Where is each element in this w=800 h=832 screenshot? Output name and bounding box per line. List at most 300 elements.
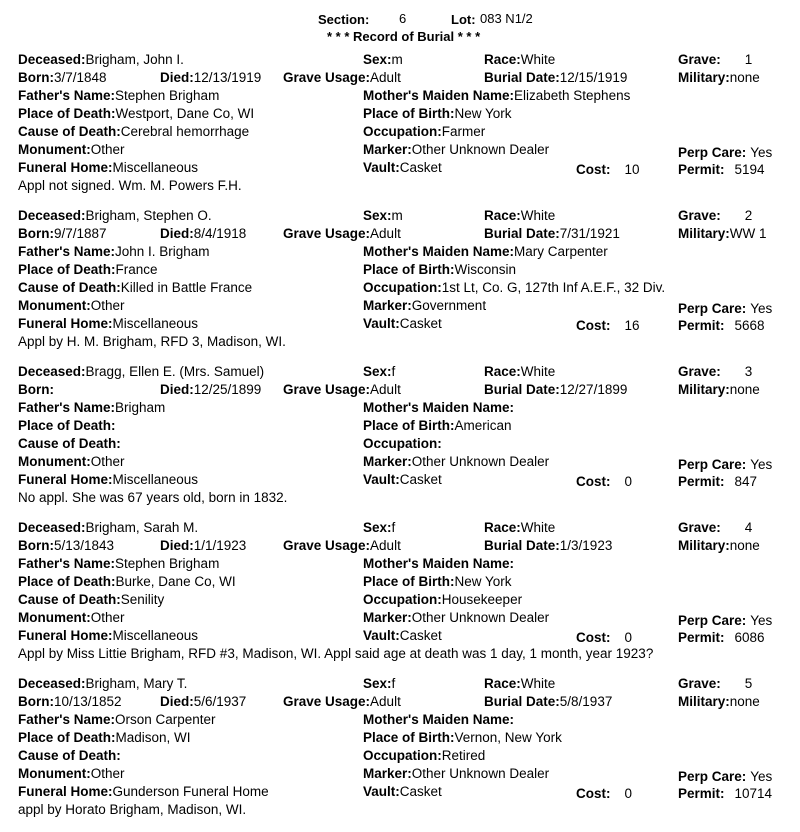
cause-of-death-label: Cause of Death: [18,592,121,607]
father-field [18,556,219,572]
permit-label: Permit: [678,318,725,333]
sex-label: Sex: [363,52,392,67]
cost-value: 0 [624,630,633,645]
grave-field [678,364,752,380]
burial-record [0,52,800,208]
burial-record [0,208,800,364]
permit-value: 5194 [734,162,765,177]
record-note: No appl. She was 67 years old, born in 1832. [18,490,288,505]
monument-label: Monument: [18,298,91,313]
grave-label: Grave: [678,520,721,535]
deceased-field [18,520,198,536]
cost-value: 0 [624,474,633,489]
place-of-birth-value: Wisconsin [454,262,517,277]
burial-date-value: 5/8/1937 [559,694,613,709]
race-label: Race: [484,208,521,223]
grave-value: 3 [744,364,753,379]
deceased-value: Brigham, Mary T. [85,676,188,691]
page-title: * * * Record of Burial * * * [327,29,481,44]
monument-field [18,766,125,782]
grave-value: 2 [744,208,753,223]
place-of-birth-value: New York [454,574,512,589]
cause-of-death-value: Cerebral hemorrhage [120,124,250,139]
born-value: 3/7/1848 [54,70,107,85]
mother-field [363,88,630,104]
father-value: Stephen Brigham [115,556,220,571]
father-label: Father's Name: [18,556,115,571]
burial-date-label: Burial Date: [484,70,560,85]
vault-value: Casket [399,472,442,487]
vault-field [363,628,442,644]
died-value: 8/4/1918 [193,226,247,241]
military-label: Military: [678,538,730,553]
burial-date-label: Burial Date: [484,382,560,397]
place-of-death-label: Place of Death: [18,730,116,745]
marker-label: Marker: [363,610,412,625]
occupation-label: Occupation: [363,280,442,295]
father-label: Father's Name: [18,712,115,727]
marker-field [363,610,549,626]
father-field [18,712,216,728]
marker-label: Marker: [363,142,412,157]
grave-usage-field [283,538,401,554]
cause-of-death-label: Cause of Death: [18,748,121,763]
vault-label: Vault: [363,628,400,643]
burial-date-field [484,694,612,710]
occupation-field [363,124,485,140]
mother-label: Mother's Maiden Name: [363,244,514,259]
permit-field [678,786,772,802]
cause-of-death-field [18,748,121,764]
deceased-label: Deceased: [18,520,86,535]
father-label: Father's Name: [18,400,115,415]
sex-value: m [391,52,403,67]
military-label: Military: [678,226,730,241]
military-field [678,226,767,242]
cost-label: Cost: [576,630,611,645]
grave-usage-value: Adult [370,694,401,709]
burial-date-field [484,382,627,398]
died-field [160,694,246,710]
father-value: Orson Carpenter [115,712,216,727]
deceased-label: Deceased: [18,52,86,67]
grave-usage-label: Grave Usage: [283,70,371,85]
sex-label: Sex: [363,364,392,379]
monument-field [18,298,125,314]
cost-field [576,786,632,802]
born-field [18,694,122,710]
perp-care-label: Perp Care: [678,457,747,472]
born-label: Born: [18,226,54,241]
born-field [18,382,54,398]
funeral-home-value: Miscellaneous [112,160,199,175]
cause-of-death-label: Cause of Death: [18,124,121,139]
father-value: Brigham [115,400,166,415]
sex-field [363,520,395,536]
monument-value: Other [90,298,125,313]
occupation-label: Occupation: [363,124,442,139]
born-field [18,70,107,86]
sex-field [363,364,395,380]
military-value: WW 1 [729,226,767,241]
vault-field [363,160,442,176]
grave-value: 1 [744,52,753,67]
burial-date-label: Burial Date: [484,538,560,553]
grave-label: Grave: [678,364,721,379]
died-label: Died: [160,226,194,241]
deceased-label: Deceased: [18,364,86,379]
died-field [160,226,246,242]
funeral-home-value: Gunderson Funeral Home [112,784,269,799]
marker-value: Other Unknown Dealer [411,142,550,157]
burial-date-value: 1/3/1923 [559,538,613,553]
military-field [678,538,760,554]
mother-label: Mother's Maiden Name: [363,712,514,727]
place-of-birth-label: Place of Birth: [363,730,455,745]
permit-label: Permit: [678,162,725,177]
race-label: Race: [484,364,521,379]
died-label: Died: [160,694,194,709]
died-value: 1/1/1923 [193,538,247,553]
born-value: 9/7/1887 [54,226,107,241]
cause-of-death-label: Cause of Death: [18,436,121,451]
occupation-value: Housekeeper [441,592,523,607]
place-of-death-label: Place of Death: [18,262,116,277]
record-note: Appl by Miss Littie Brigham, RFD #3, Madison, WI. Appl said age at death was 1 day, 1 month, year 1923? [18,646,654,661]
deceased-label: Deceased: [18,208,86,223]
place-of-birth-value: Vernon, New York [454,730,562,745]
occupation-value: Retired [441,748,486,763]
deceased-field [18,676,187,692]
funeral-home-value: Miscellaneous [112,472,199,487]
marker-field [363,298,486,314]
died-value: 12/13/1919 [193,70,262,85]
grave-usage-value: Adult [370,382,401,397]
permit-field [678,318,765,334]
occupation-field [363,748,485,764]
sex-field [363,208,403,224]
race-value: White [520,52,556,67]
father-field [18,400,165,416]
cause-of-death-field [18,592,164,608]
born-label: Born: [18,70,54,85]
vault-field [363,472,442,488]
cost-label: Cost: [576,474,611,489]
cost-value: 16 [624,318,640,333]
perp-care-label: Perp Care: [678,301,747,316]
race-label: Race: [484,52,521,67]
deceased-field [18,364,264,380]
perp-care-value: Yes [750,613,773,628]
born-label: Born: [18,694,54,709]
perp-care-label: Perp Care: [678,613,747,628]
funeral-home-label: Funeral Home: [18,784,113,799]
monument-field [18,142,125,158]
grave-usage-field [283,694,401,710]
cost-field [576,474,632,490]
born-field [18,538,114,554]
grave-usage-label: Grave Usage: [283,226,371,241]
race-value: White [520,520,556,535]
marker-field [363,454,549,470]
cause-of-death-field [18,124,249,140]
occupation-field [363,592,522,608]
born-label: Born: [18,382,54,397]
vault-label: Vault: [363,784,400,799]
burial-date-label: Burial Date: [484,694,560,709]
burial-record [0,520,800,676]
mother-value: Mary Carpenter [514,244,608,259]
deceased-value: Brigham, Sarah M. [85,520,199,535]
permit-field [678,474,757,490]
record-note: Appl not signed. Wm. M. Powers F.H. [18,178,242,193]
place-of-death-value: Burke, Dane Co, WI [115,574,236,589]
record-note: appl by Horato Brigham, Madison, WI. [18,802,247,817]
father-label: Father's Name: [18,244,115,259]
permit-value: 6086 [734,630,765,645]
monument-label: Monument: [18,610,91,625]
race-label: Race: [484,676,521,691]
funeral-home-field [18,784,269,800]
died-field [160,70,261,86]
marker-value: Government [411,298,487,313]
occupation-field [363,436,442,452]
burial-date-field [484,226,620,242]
occupation-value: Farmer [441,124,486,139]
grave-usage-value: Adult [370,226,401,241]
sex-value: m [391,208,403,223]
grave-usage-field [283,382,401,398]
monument-value: Other [90,610,125,625]
place-of-death-value: Westport, Dane Co, WI [115,106,255,121]
military-value: none [729,382,760,397]
permit-field [678,630,765,646]
occupation-label: Occupation: [363,592,442,607]
place-of-death-field [18,574,236,590]
died-label: Died: [160,70,194,85]
funeral-home-value: Miscellaneous [112,316,199,331]
sex-label: Sex: [363,676,392,691]
grave-field [678,520,752,536]
marker-value: Other Unknown Dealer [411,454,550,469]
born-label: Born: [18,538,54,553]
funeral-home-label: Funeral Home: [18,472,113,487]
race-field [484,364,555,380]
sex-field [363,52,403,68]
sex-label: Sex: [363,208,392,223]
burial-date-field [484,538,612,554]
vault-value: Casket [399,160,442,175]
vault-field [363,316,442,332]
deceased-label: Deceased: [18,676,86,691]
died-value: 5/6/1937 [193,694,247,709]
vault-value: Casket [399,316,442,331]
grave-value: 4 [744,520,753,535]
father-value: John I. Brigham [115,244,210,259]
perp-care-label: Perp Care: [678,769,747,784]
grave-usage-value: Adult [370,538,401,553]
place-of-birth-value: American [454,418,512,433]
father-label: Father's Name: [18,88,115,103]
grave-field [678,208,752,224]
occupation-label: Occupation: [363,748,442,763]
cause-of-death-value: Senility [120,592,165,607]
burial-record [0,676,800,832]
military-field [678,382,760,398]
funeral-home-value: Miscellaneous [112,628,199,643]
perp-care-value: Yes [750,457,773,472]
deceased-field [18,208,212,224]
place-of-death-field [18,262,158,278]
burial-date-value: 12/27/1899 [559,382,628,397]
mother-field [363,400,514,416]
military-label: Military: [678,382,730,397]
lot-label: Lot: [451,12,476,27]
military-value: none [729,70,760,85]
permit-label: Permit: [678,786,725,801]
born-field [18,226,107,242]
permit-label: Permit: [678,630,725,645]
place-of-birth-field [363,262,516,278]
grave-label: Grave: [678,208,721,223]
cost-field [576,162,640,178]
grave-usage-field [283,70,401,86]
sex-field [363,676,395,692]
race-value: White [520,208,556,223]
place-of-death-field [18,730,191,746]
military-field [678,70,760,86]
place-of-birth-value: New York [454,106,512,121]
funeral-home-field [18,628,198,644]
place-of-death-value: France [115,262,158,277]
perp-care-value: Yes [750,769,773,784]
cost-label: Cost: [576,318,611,333]
military-value: none [729,694,760,709]
mother-label: Mother's Maiden Name: [363,556,514,571]
mother-field [363,244,608,260]
mother-field [363,556,514,572]
burial-date-value: 7/31/1921 [559,226,620,241]
sex-value: f [391,520,396,535]
deceased-field [18,52,184,68]
sex-value: f [391,676,396,691]
mother-field [363,712,514,728]
place-of-death-label: Place of Death: [18,106,116,121]
grave-usage-label: Grave Usage: [283,694,371,709]
grave-usage-label: Grave Usage: [283,382,371,397]
deceased-value: Bragg, Ellen E. (Mrs. Samuel) [85,364,265,379]
monument-field [18,610,125,626]
marker-value: Other Unknown Dealer [411,766,550,781]
mother-label: Mother's Maiden Name: [363,88,514,103]
perp-care-field [678,457,772,473]
cost-label: Cost: [576,786,611,801]
died-field [160,538,246,554]
occupation-value: 1st Lt, Co. G, 127th Inf A.E.F., 32 Div. [441,280,666,295]
monument-field [18,454,125,470]
cost-field [576,318,640,334]
funeral-home-label: Funeral Home: [18,628,113,643]
record-note: Appl by H. M. Brigham, RFD 3, Madison, WI. [18,334,286,349]
grave-usage-field [283,226,401,242]
perp-care-field [678,769,772,785]
died-label: Died: [160,538,194,553]
place-of-birth-label: Place of Birth: [363,106,455,121]
grave-value: 5 [744,676,753,691]
perp-care-value: Yes [750,145,773,160]
race-value: White [520,364,556,379]
place-of-birth-field [363,106,512,122]
military-label: Military: [678,70,730,85]
race-field [484,520,555,536]
race-value: White [520,676,556,691]
funeral-home-field [18,160,198,176]
place-of-death-field [18,418,116,434]
burial-date-field [484,70,627,86]
place-of-death-label: Place of Death: [18,574,116,589]
place-of-birth-field [363,418,512,434]
grave-label: Grave: [678,676,721,691]
vault-label: Vault: [363,316,400,331]
perp-care-value: Yes [750,301,773,316]
race-label: Race: [484,520,521,535]
race-field [484,208,555,224]
cause-of-death-label: Cause of Death: [18,280,121,295]
deceased-value: Brigham, John I. [85,52,184,67]
permit-label: Permit: [678,474,725,489]
monument-label: Monument: [18,142,91,157]
section-label: Section: [318,12,370,27]
cause-of-death-field [18,436,121,452]
born-value: 10/13/1852 [54,694,122,709]
military-value: none [729,538,760,553]
grave-usage-value: Adult [370,70,401,85]
funeral-home-label: Funeral Home: [18,160,113,175]
mother-label: Mother's Maiden Name: [363,400,514,415]
sex-value: f [391,364,396,379]
place-of-birth-field [363,730,562,746]
burial-date-label: Burial Date: [484,226,560,241]
cause-of-death-field [18,280,252,296]
section-value: 6 [399,11,407,26]
occupation-label: Occupation: [363,436,442,451]
permit-value: 5668 [734,318,765,333]
father-field [18,244,210,260]
cause-of-death-value: Killed in Battle France [120,280,253,295]
cost-value: 10 [624,162,640,177]
cost-value: 0 [624,786,633,801]
vault-value: Casket [399,628,442,643]
perp-care-label: Perp Care: [678,145,747,160]
military-label: Military: [678,694,730,709]
permit-value: 10714 [734,786,773,801]
permit-value: 847 [734,474,758,489]
burial-record [0,364,800,520]
funeral-home-field [18,472,198,488]
deceased-value: Brigham, Stephen O. [85,208,212,223]
marker-value: Other Unknown Dealer [411,610,550,625]
perp-care-field [678,145,772,161]
funeral-home-field [18,316,198,332]
lot-value: 083 N1/2 [480,11,533,26]
marker-label: Marker: [363,298,412,313]
cost-label: Cost: [576,162,611,177]
race-field [484,52,555,68]
perp-care-field [678,613,772,629]
died-label: Died: [160,382,194,397]
vault-label: Vault: [363,160,400,175]
monument-label: Monument: [18,766,91,781]
